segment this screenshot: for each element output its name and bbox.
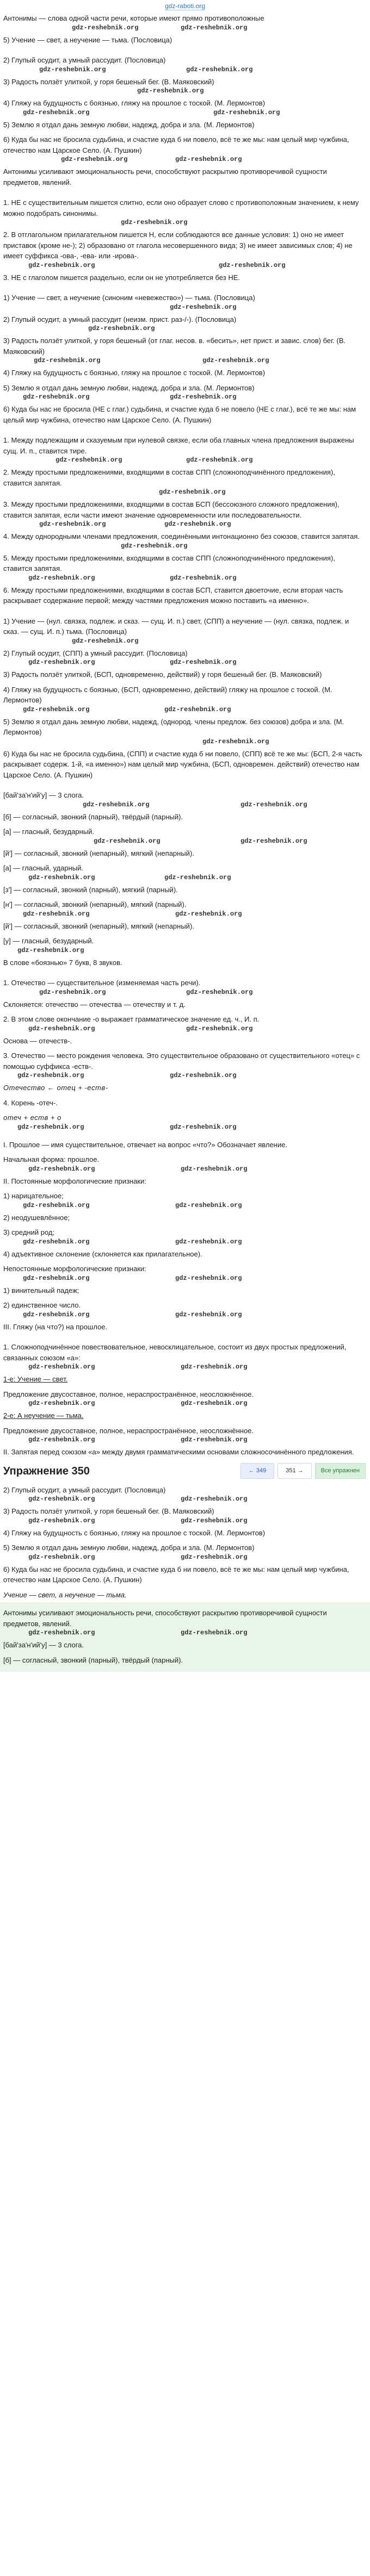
watermark: gdz-reshebnik.org [88,325,155,332]
watermark: gdz-reshebnik.org [170,658,237,666]
watermark: gdz-reshebnik.org [240,800,307,808]
watermark: gdz-reshebnik.org [181,1436,248,1443]
next-exercise-button[interactable]: 351 → [278,1463,311,1479]
scheme-text: Отечество ← отец + -еств- [3,1084,108,1092]
paragraph: 2) неодушевлённое; [3,1213,70,1222]
watermark: gdz-reshebnik.org [23,1201,90,1209]
watermark: gdz-reshebnik.org [181,1495,248,1503]
watermark: gdz-reshebnik.org [39,520,106,528]
letters-sounds-count: В слове «боязнью» 7 букв, 8 звуков. [3,958,122,967]
sentence: 4) Гляжу на будущность с боязнью, гляжу на прошлое с тоской. (М. Лермонтов) [3,1528,266,1537]
clause-text: 1-е: Учение — свет. [3,1375,68,1383]
watermark: gdz-reshebnik.org [28,574,95,582]
sentence: 6) Куда бы нас не бросила судьбина, и счастие куда б ни повело, всё те же мы: нам целый мир чужбина, отечество нам Царское Село. (А. Пушкин) [3,1565,349,1584]
sentence: 6) Куда бы нас не бросила (НЕ с глаг.) судьбина, и счастие куда б не повело (НЕ с глаг.), всё те же мы: нам целый мир чужбина, отечество нам Царское Село. (А. Пушкин) [3,405,356,424]
rule: 2. Между простыми предложениями, входящими в состав СПП (сложноподчинённого предложения), ставится запятая. [3,468,335,487]
answer-panel [0,1602,370,1672]
watermark: gdz-reshebnik.org [181,1629,248,1637]
sound-line: [й'] — согласный, звонкий (непарный), мягкий (непарный). [3,922,194,930]
watermark: gdz-reshebnik.org [137,87,204,95]
watermark: gdz-reshebnik.org [23,1237,90,1246]
sentence: 2) Глупый осудит, а умный рассудит. (Пословица) [3,56,166,64]
clause-1 [3,1372,366,1387]
watermark: gdz-reshebnik.org [202,357,269,364]
clause-text: 2-е: А неучение — тьма. [3,1411,84,1420]
watermark: gdz-reshebnik.org [181,1553,248,1561]
paragraph: 4. Корень -отеч-. [3,1098,58,1107]
pagination [240,1463,366,1479]
watermark: gdz-reshebnik.org [55,456,122,464]
watermark: gdz-reshebnik.org [181,1363,248,1371]
watermark: gdz-reshebnik.org [170,1123,237,1131]
sentence: 2) Глупый осудит, а умный рассудит (неизм. прист. раз-/-). (Пословица) [3,315,237,323]
rule: 2. В отглагольном прилагательном пишется Н, если соблюдаются все данные условия: 1) оно не имеет приставок (кроме не-); 2) образовано от глагола несовершенного вида; 3) не имеет зависимых слов; 4) не имеет суффикса -ова-, -ева- или -ирова-. [3,231,353,260]
watermark: gdz-reshebnik.org [23,910,90,918]
watermark: gdz-reshebnik.org [164,873,231,881]
sentence: Учение — свет, а неучение — тьма. [3,1590,127,1599]
watermark: gdz-reshebnik.org [170,303,237,311]
sentence: 5) Землю я отдал дань земную любви, надежд, (однород. члены предлож. без союзов) добра и зла. (М. Лермонтов) [3,717,344,736]
watermark: gdz-reshebnik.org [164,520,231,528]
watermark: gdz-reshebnik.org [181,1516,248,1525]
watermark: gdz-reshebnik.org [61,155,128,163]
watermark: gdz-reshebnik.org [28,1165,95,1173]
paragraph: 4) адъективное склонение (склоняется как прилагательное). [3,1249,202,1258]
sentence: 4) Гляжу на будущность с боязнью, (БСП, одновременно, действий) гляжу на прошлое с тоской. (М. Лермонтов) [3,685,332,704]
paragraph: Начальная форма: прошлое. [3,1155,100,1163]
watermark: gdz-reshebnik.org [181,1399,248,1407]
sentence: 6) Куда бы нас не бросила судьбина, (СПП) и счастие куда б ни повело, (СПП) всё те же мы: (БСП, 2-я часть раскрывает содерж. 1-й, «а именно») нам целый мир чужбина, (БСП, одновремен. действий) отечество нам Царское Село. (А. Пушкин) [3,749,362,779]
watermark: gdz-reshebnik.org [34,357,101,364]
watermark: gdz-reshebnik.org [28,1495,95,1503]
paragraph: Предложение двусоставное, полное, нераспространённое, неосложнённое. [3,1426,254,1435]
watermark: gdz-reshebnik.org [186,456,253,464]
watermark: gdz-reshebnik.org [175,1237,242,1246]
paragraph: 3. Отечество — место рождения человека. Это существительное образовано от существительного «отец» с помощью суффикса -еств-. [3,1051,360,1071]
paragraph: 1) нарицательное; [3,1192,64,1200]
rule: 4. Между однородными членами предложения, соединёнными интонационно без союзов, ставится запятая. [3,532,360,540]
sound-line: [б] — согласный, звонкий (парный), твёрдый (парный). [3,1656,183,1664]
watermark: gdz-reshebnik.org [28,1399,95,1407]
sentence: 3) Радость ползёт улиткой, у горя бешеный бег. (В. Маяковский) [3,1507,214,1515]
sentence: 5) Землю я отдал дань земную любви, надежд, добра и зла. (М. Лермонтов) [3,1544,255,1552]
watermark: gdz-reshebnik.org [175,1310,242,1318]
rule: 6. Между простыми предложениями, входящими в состав БСП, ставится двоеточие, если вторая часть раскрывает содержание первой; между частями предложения можно поставить «а именно». [3,586,343,605]
watermark: gdz-reshebnik.org [28,1363,95,1371]
rule: 3. Между простыми предложениями, входящими в состав БСП (бессоюзного сложного предложения), ставится запятая, если части имеют значение одновременности или последовательности. [3,500,340,519]
site-link[interactable]: gdz-raboti.org [164,2,206,10]
watermark: gdz-reshebnik.org [17,1123,84,1131]
watermark: gdz-reshebnik.org [186,988,253,996]
sentence: 2) Глупый осудит, (СПП) а умный рассудит. (Пословица) [3,649,188,657]
watermark: gdz-reshebnik.org [164,705,231,713]
paragraph: 1. Сложноподчинённое повествовательное, невосклицательное, состоит из двух простых предложений, связанных союзом «а»: [3,1343,347,1362]
paragraph: 1) винительный падеж; [3,1286,79,1295]
sentence: 2) Глупый осудит, а умный рассудит. (Пословица) [3,1485,166,1494]
paragraph: 2) единственное число. [3,1301,81,1309]
all-exercises-button[interactable]: Все упражнен [315,1463,366,1479]
paragraph: Основа — отечеств-. [3,1036,72,1045]
watermark: gdz-reshebnik.org [28,1553,95,1561]
sentence: 3) Радость ползёт улиткой, у горя бешеный (от глаг. несов. в. «бесить», нет прист. и завис. слов) бег. (В. Маяковский) [3,337,346,356]
watermark: gdz-reshebnik.org [23,108,90,116]
site-header[interactable] [0,0,370,11]
paragraph: III. Гляжу (на что?) на прошлое. [3,1322,108,1331]
sound-line: [а] — гласный, безударный. [3,827,95,836]
rule: 3. НЕ с глаголом пишется раздельно, если он не употребляется без НЕ. [3,273,240,282]
solution-content [0,11,370,1672]
paragraph: 5) Учение — свет, а неучение — тьма. (Пословица) [3,35,172,44]
clause-2 [3,1408,366,1423]
watermark: gdz-reshebnik.org [175,155,242,163]
phonetic-transcription: [бай'за'н'ий'у] — 3 слога. [3,1641,84,1649]
paragraph: Антонимы усиливают эмоциональность речи, способствуют раскрытию противоречивой сущности предметов, явлений. [3,167,327,186]
sentence: 5) Землю я отдал дань земную любви, надежд, добра и зла. (М. Лермонтов) [3,120,255,129]
sentence: 1) Учение — свет, а неучение (синоним «невежество») — тьма. (Пословица) [3,294,255,302]
watermark: gdz-reshebnik.org [170,1072,237,1079]
watermark: gdz-reshebnik.org [28,1629,95,1637]
watermark: gdz-reshebnik.org [175,1201,242,1209]
watermark: gdz-reshebnik.org [181,1165,248,1173]
paragraph: 1. Отечество — существительное (изменяемая часть речи). [3,979,201,987]
watermark: gdz-reshebnik.org [175,1274,242,1282]
watermark: gdz-reshebnik.org [28,1516,95,1525]
exercise-title: Упражнение 350 [3,1465,90,1477]
paragraph: Предложение двусоставное, полное, нераспространённое, неосложнённое. [3,1390,254,1398]
paragraph: I. Прошлое — имя существительное, отвечает на вопрос «что?» Обозначает явление. [3,1140,287,1149]
watermark: gdz-reshebnik.org [28,1436,95,1443]
watermark: gdz-reshebnik.org [175,910,242,918]
phonetic-transcription: [бай'за'н'ий'у] — 3 слога. [3,791,84,799]
watermark: gdz-reshebnik.org [17,1072,84,1079]
rule: 1. НЕ с существительным пишется слитно, если оно образует слово с противоположным значением, к нему можно подобрать синонимы. [3,198,359,217]
watermark: gdz-reshebnik.org [23,1274,90,1282]
scheme-text: отеч + еств + о [3,1113,61,1122]
watermark: gdz-reshebnik.org [23,1310,90,1318]
paragraph: Антонимы усиливают эмоциональность речи, способствуют раскрытию противоречивой сущности предметов, явлений. [3,1609,327,1628]
watermark: gdz-reshebnik.org [170,574,237,582]
paragraph: 3) средний род; [3,1228,55,1236]
watermark: gdz-reshebnik.org [121,542,188,550]
paragraph: 2. В этом слове окончание -о выражает грамматическое значение ед. ч., И. п. [3,1015,260,1023]
watermark: gdz-reshebnik.org [28,873,95,881]
exercise-navigation [3,1463,366,1479]
watermark: gdz-reshebnik.org [94,837,161,845]
watermark: gdz-reshebnik.org [23,705,90,713]
sentence: 3) Радость ползёт улиткой, у горя бешеный бег. (В. Маяковский) [3,77,214,86]
watermark: gdz-reshebnik.org [219,261,286,269]
sentence: 5) Землю я отдал дань земную любви, надежд, добра и зла. (М. Лермонтов) [3,383,255,392]
watermark: gdz-reshebnik.org [202,737,269,745]
sentence: 4) Гляжу на будущность с боязнью, гляжу на прошлое с тоской. (М. Лермонтов) [3,99,266,107]
watermark: gdz-reshebnik.org [28,1024,95,1032]
sound-line: [з'] — согласный, звонкий (парный), мягкий (парный). [3,885,178,894]
sentence: 4) Гляжу на будущность с боязнью, гляжу на прошлое с тоской. (М. Лермонтов) [3,369,266,377]
sound-line: [й'] — согласный, звонкий (непарный), мягкий (непарный). [3,849,194,857]
sentence: 6) Куда бы нас не бросила судьбина, и счастие куда б ни повело, всё те же мы: нам целый мир чужбина, отечество нам Царское Село. (А. Пушкин) [3,135,349,154]
watermark: gdz-reshebnik.org [240,837,307,845]
watermark: gdz-reshebnik.org [72,637,139,645]
watermark: gdz-reshebnik.org [28,261,95,269]
sound-line: [б] — согласный, звонкий (парный), твёрдый (парный). [3,812,183,821]
watermark: gdz-reshebnik.org [186,1024,253,1032]
watermark: gdz-reshebnik.org [39,988,106,996]
watermark: gdz-reshebnik.org [72,23,139,32]
watermark: gdz-reshebnik.org [83,800,150,808]
sound-line: [н'] — согласный, звонкий (непарный), мягкий (парный). [3,900,187,909]
watermark: gdz-reshebnik.org [28,658,95,666]
watermark: gdz-reshebnik.org [186,65,253,73]
sound-line: [у] — гласный, безударный. [3,937,94,945]
rule: 5. Между простыми предложениями, входящими в состав СПП (сложноподчинённого предложения), ставится запятая. [3,553,335,573]
watermark: gdz-reshebnik.org [17,946,84,954]
paragraph: Склоняется: отечество — отечества — отечеству и т. д. [3,1000,186,1009]
paragraph: II. Постоянные морфологические признаки: [3,1177,146,1185]
rule: 1. Между подлежащим и сказуемым при нулевой связке, если оба главных члена предложения выражены сущ. И. п., ставится тире. [3,436,354,455]
sentence: 1) Учение — (нул. связка, подлеж. и сказ. — сущ. И. п.) свет, (СПП) а неучение — (нул. связка, подлеж. и сказ. — сущ. И. п.) тьма. (Пословица) [3,617,349,636]
watermark: gdz-reshebnik.org [181,23,248,32]
watermark: gdz-reshebnik.org [23,393,90,401]
watermark: gdz-reshebnik.org [39,65,106,73]
watermark: gdz-reshebnik.org [213,108,280,116]
paragraph: II. Запятая перед союзом «а» между двумя грамматическими основами сложносочинённого предложения. [3,1448,354,1456]
paragraph: Непостоянные морфологические признаки: [3,1265,146,1273]
word-formation-scheme [3,1080,366,1096]
watermark: gdz-reshebnik.org [121,219,188,226]
sound-line: [а] — гласный, ударный. [3,864,83,872]
watermark: gdz-reshebnik.org [170,393,237,401]
sentence: 3) Радость ползёт улиткой, (БСП, одновременно, действий) у горя бешеный бег. (В. Маяковский) [3,670,322,679]
paragraph: Антонимы — слова одной части речи, которые имеют прямо противоположные [3,14,264,22]
watermark: gdz-reshebnik.org [159,488,226,496]
prev-exercise-button[interactable]: ← 349 [240,1463,274,1479]
